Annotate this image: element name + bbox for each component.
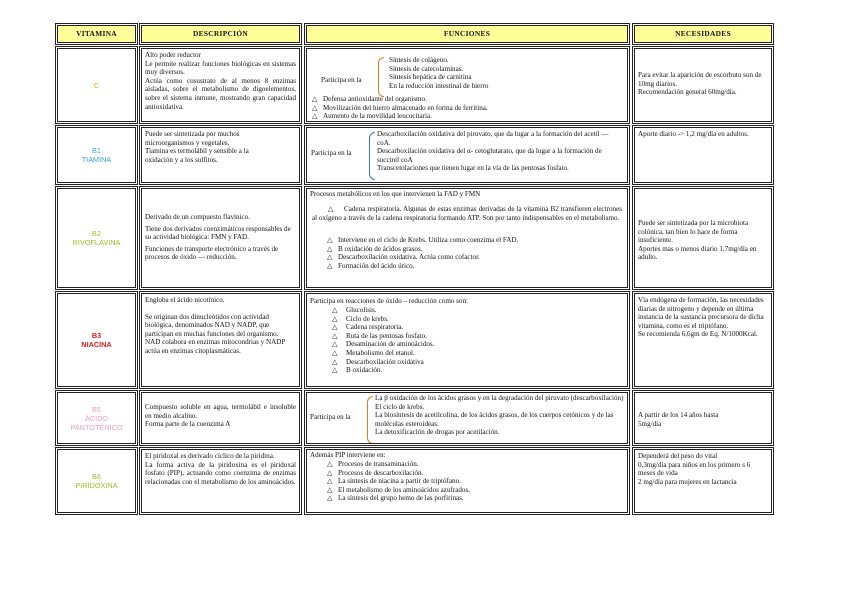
bullet-text: Procesos de transaminación. bbox=[338, 460, 419, 468]
triangle-bullet-icon: △ bbox=[312, 95, 318, 103]
function-item: Síntesis de colágeno. bbox=[389, 56, 449, 64]
header-label: VITAMINA bbox=[76, 28, 117, 38]
header-necesidades bbox=[634, 25, 772, 43]
header-label: FUNCIONES bbox=[443, 28, 491, 38]
description-line: Se originan dos dinucleótidos con actividad biológica, denominados NAD y NADP, que participan en muchas funciones del organismo. bbox=[145, 312, 279, 338]
bullet-item bbox=[332, 323, 434, 332]
triangle-bullet-icon: △ bbox=[328, 205, 334, 213]
needs-line: Puede ser sintetizada por la microbiota colónica, tan bien lo hace de forma insuficiente. bbox=[638, 219, 749, 245]
description-b5 bbox=[141, 392, 300, 444]
needs-line: Recomendación general 60mg/día. bbox=[638, 88, 737, 97]
description-b6 bbox=[141, 449, 300, 513]
description-line: Forma parte de la coenzima A bbox=[145, 420, 231, 429]
bullet-text: Interviene en el ciclo de Krebs. Utiliza como coenzima el FAD. bbox=[338, 236, 519, 244]
function-item: Descarboxilación oxidativa del piruvato, que da lugar a la formación del acetil — coA. bbox=[377, 130, 609, 147]
vitamin-b5-cell bbox=[57, 392, 136, 444]
needs-b3 bbox=[634, 293, 772, 387]
bullet-text: Desaminación de aminoácidos. bbox=[346, 340, 435, 349]
description-b1 bbox=[141, 127, 300, 183]
triangle-bullet-icon: △ bbox=[332, 357, 338, 366]
bullet-item bbox=[327, 460, 470, 469]
function-item: Transcetolaciones que tienen lugar en la vía de las pentosas fosfato. bbox=[377, 164, 569, 173]
functions-intro: Procesos metabólicos en los que intervienen la FAD y FMN bbox=[310, 190, 481, 198]
needs-line: A partir de los 14 años hasta 5mg/día bbox=[638, 411, 719, 428]
triangle-bullet-icon: △ bbox=[332, 348, 338, 357]
vitamin-code: B1 bbox=[92, 146, 101, 155]
vitamin-name: ÁCIDO bbox=[84, 413, 109, 423]
function-item: El ciclo de krebs. bbox=[375, 402, 425, 411]
vitamin-b6-cell bbox=[57, 449, 136, 513]
needs-line: 0,3mg/día para niños en los primero s 6 meses de vida bbox=[638, 460, 751, 478]
header-descripcion bbox=[141, 25, 300, 43]
description-line: Tiamina es termolábil y sensible a la oxidación y a los sulfitos. bbox=[145, 147, 249, 164]
bullet-item bbox=[332, 340, 434, 349]
bullet-item bbox=[312, 112, 488, 121]
needs-b5 bbox=[634, 392, 772, 444]
bullet-item bbox=[327, 494, 470, 503]
triangle-bullet-icon: △ bbox=[332, 340, 338, 349]
bullet-text: Aumento de la movilidad leucocitaria. bbox=[323, 112, 432, 121]
header-vitamina bbox=[57, 25, 136, 43]
needs-line: 2 mg/día para mujeres en lactancia bbox=[638, 477, 737, 486]
bullet-text: Ruta de las pentosas fosfato. bbox=[346, 331, 427, 340]
triangle-bullet-icon: △ bbox=[332, 306, 338, 314]
description-line: Tiene dos derivados coenzimáticos responsables de su actividad biológica: FMN y FAD. bbox=[145, 224, 291, 242]
vitamin-name-2: PANTOTÉNICO bbox=[70, 422, 123, 432]
description-line: La forma activa de la piridoxina es el piridoxal fosfato (PIP), actuando como coenzima de enzimas relacionadas con el metabolismo de los aminoácidos. bbox=[145, 460, 296, 486]
triangle-bullet-icon: △ bbox=[332, 366, 338, 375]
description-c bbox=[141, 48, 300, 122]
bullet-item bbox=[327, 245, 518, 254]
functions-b6 bbox=[306, 449, 628, 513]
bullet-text: Metabolismo del etanol. bbox=[346, 348, 415, 357]
vitamin-name: TIAMINA bbox=[81, 155, 112, 164]
bullet-text: B oxidación de ácidos grasos. bbox=[338, 244, 423, 253]
triangle-bullet-icon: △ bbox=[332, 323, 338, 332]
description-line: Engloba el ácido nicotínico. bbox=[145, 296, 225, 304]
bullet-item bbox=[332, 315, 434, 324]
function-item: Descarboxilación oxidativa del α- cetoglutarato, que da lugar a la formación de succinil coA bbox=[377, 147, 602, 164]
needs-line: Dependerá del peso do vital bbox=[638, 452, 718, 460]
function-item: La β oxidación de los ácidos grasos y en la degradación del piruvato (descarboxilación) bbox=[375, 394, 624, 402]
needs-b6 bbox=[634, 449, 772, 513]
bullet-item bbox=[332, 366, 434, 375]
triangle-bullet-icon: △ bbox=[327, 485, 333, 494]
header-funciones bbox=[306, 25, 628, 43]
triangle-bullet-icon: △ bbox=[327, 253, 333, 262]
functions-b2 bbox=[306, 188, 628, 288]
description-line: Puede ser sintetizada por muchos microorganismos y vegetales. bbox=[145, 130, 240, 147]
functions-b5 bbox=[306, 392, 628, 444]
bullet-item bbox=[327, 486, 470, 495]
bullet-text: Descarboxilación oxidativa. Actúa como cofactor. bbox=[338, 253, 480, 262]
participa-label: Participa en la bbox=[321, 76, 362, 84]
functions-c bbox=[306, 48, 628, 122]
vitamin-name: C bbox=[93, 80, 100, 90]
function-item: La detoxificación de drogas por acetilación. bbox=[375, 428, 500, 437]
triangle-bullet-icon: △ bbox=[312, 112, 318, 121]
bullet-item bbox=[312, 104, 488, 113]
bullet-text: La síntesis de niacina a partir de triptófano. bbox=[338, 477, 461, 486]
participa-label: Participa en la bbox=[311, 149, 352, 157]
bullet-text: Movilización del hierro almacenado en forma de ferritina. bbox=[323, 103, 488, 112]
triangle-bullet-icon: △ bbox=[327, 261, 333, 270]
needs-b2 bbox=[634, 188, 772, 288]
vitamin-code: B3 bbox=[91, 331, 102, 340]
description-line: El piridoxal es derivado cíclico de la piridina. bbox=[145, 452, 275, 460]
triangle-bullet-icon: △ bbox=[327, 468, 333, 477]
vitamin-code: B5 bbox=[92, 404, 101, 414]
description-b3 bbox=[141, 293, 300, 387]
description-line: Derivado de un compuesto flavínico. bbox=[145, 213, 250, 221]
needs-line: Aportes mas o menos diario 1,7mg/día en adulto. bbox=[638, 244, 757, 262]
functions-paragraph bbox=[312, 205, 622, 222]
vitamin-name: RIVOFLAVINA bbox=[72, 238, 121, 247]
bullet-item bbox=[327, 262, 518, 271]
bullet-text: Glucolisis. bbox=[346, 306, 377, 314]
triangle-bullet-icon: △ bbox=[327, 494, 333, 503]
function-item: La biosíntesis de acetilcolina, de los ácidos grasos, de los cuerpos cetónicos y de las moléculas esteroideas. bbox=[375, 411, 614, 428]
bullet-text: El metabolismo de los aminoácidos azufrados. bbox=[338, 485, 470, 494]
vitamin-b3-cell bbox=[57, 293, 136, 387]
description-line: Alto poder reductor bbox=[145, 51, 201, 59]
bullet-text: Ciclo de krebs. bbox=[346, 314, 389, 323]
description-line: Funciones de transporte electrónico a través de procesos de óxido — reducción. bbox=[145, 244, 279, 262]
triangle-bullet-icon: △ bbox=[327, 460, 333, 468]
function-item: En la reducción intestinal de hierro bbox=[389, 81, 489, 90]
bullet-item bbox=[327, 477, 470, 486]
functions-b3 bbox=[306, 293, 628, 387]
description-line: NAD colabora en enzimas mitocondrias y NADP actúa en enzimas citoplasmáticas. bbox=[145, 338, 286, 355]
functions-intro: Participa en reacciones de óxido – reducción como son: bbox=[310, 297, 468, 305]
vitamin-b2-cell bbox=[57, 188, 136, 288]
function-item: Síntesis hepática de carnitina bbox=[389, 73, 472, 82]
bullet-item bbox=[327, 469, 470, 478]
paragraph-text: Cadena respiratoria. Algunas de estas enzimas derivadas de la vitamina B2 transfieren electrones al oxígeno a través de la cadena respiratoria formando ATP. Son por tanto indispensables en el metabolismo. bbox=[312, 205, 622, 222]
triangle-bullet-icon: △ bbox=[327, 477, 333, 486]
bullet-text: Cadena respiratoria. bbox=[346, 323, 404, 332]
brace bbox=[367, 396, 373, 444]
bullet-item bbox=[327, 253, 518, 262]
bullet-item bbox=[332, 349, 434, 358]
description-line: Actúa como cosustrato de al menos 8 enzimas aisladas, sobre el metabolismo de digoelementos, sobre el sistema inmune, mostrando gran capacidad antioxidativa. bbox=[145, 76, 296, 111]
triangle-bullet-icon: △ bbox=[332, 331, 338, 340]
triangle-bullet-icon: △ bbox=[332, 314, 338, 323]
bullet-item bbox=[327, 236, 518, 245]
needs-c bbox=[634, 48, 772, 122]
participa-label: Participa en la bbox=[310, 413, 351, 421]
functions-intro: Además PIP interviene en: bbox=[310, 451, 386, 459]
brace bbox=[378, 57, 384, 97]
triangle-bullet-icon: △ bbox=[312, 103, 318, 112]
bullet-text: Procesos de descarboxilación. bbox=[338, 468, 424, 477]
bullet-text: Descarboxilación oxidativa bbox=[346, 357, 424, 366]
bullet-text: Formación del ácido úrico. bbox=[338, 261, 415, 270]
bullet-item bbox=[312, 95, 488, 104]
function-item: Síntesis de catecolaminas. bbox=[389, 64, 464, 73]
header-label: DESCRIPCIÓN bbox=[192, 28, 249, 38]
needs-line: Para evitar la aparición de escorbuto son de 10mg diarios. bbox=[638, 71, 762, 88]
description-line: Le permite realizar funciones biológicas en sistemas muy diversos. bbox=[145, 59, 296, 77]
bullet-item bbox=[332, 306, 434, 315]
description-b2 bbox=[141, 188, 300, 288]
vitamin-name: NIACINA bbox=[81, 340, 112, 349]
bullet-text: Defensa antioxidante del organismo. bbox=[323, 95, 427, 103]
vitamin-code: B2 bbox=[92, 229, 101, 238]
vitamin-b1-cell bbox=[57, 127, 136, 183]
bullet-text: B oxidación. bbox=[346, 366, 383, 375]
bullet-item bbox=[332, 332, 434, 341]
needs-b1 bbox=[634, 127, 772, 183]
header-label: NECESIDADES bbox=[675, 28, 731, 38]
needs-line: Vía endógena de formación, las necesidades diarias de nitrogeno y depende en última instancia de la sustancia precursora de dicha vitamina, como es el triptófano. bbox=[638, 296, 764, 330]
bullet-text: La síntesis del grupo hemo de las porfirinas. bbox=[338, 494, 464, 503]
vitamin-code: B6 bbox=[92, 472, 101, 481]
needs-line: Se recomienda 6,6gm de Eq. N/1000Kcal. bbox=[638, 330, 758, 339]
description-line: Compuesto soluble en agua, termolábil e insoluble en medio alcalino. bbox=[145, 403, 296, 420]
brace bbox=[369, 132, 375, 180]
vitamin-name: PIRIDOXINA bbox=[75, 481, 118, 490]
functions-b1 bbox=[306, 127, 628, 183]
triangle-bullet-icon: △ bbox=[327, 236, 333, 244]
needs-line: Aporte diario -> 1,2 mg/día en adultos. bbox=[638, 130, 749, 138]
bullet-item bbox=[332, 358, 434, 367]
vitamin-c-cell bbox=[57, 48, 136, 122]
triangle-bullet-icon: △ bbox=[327, 244, 333, 253]
